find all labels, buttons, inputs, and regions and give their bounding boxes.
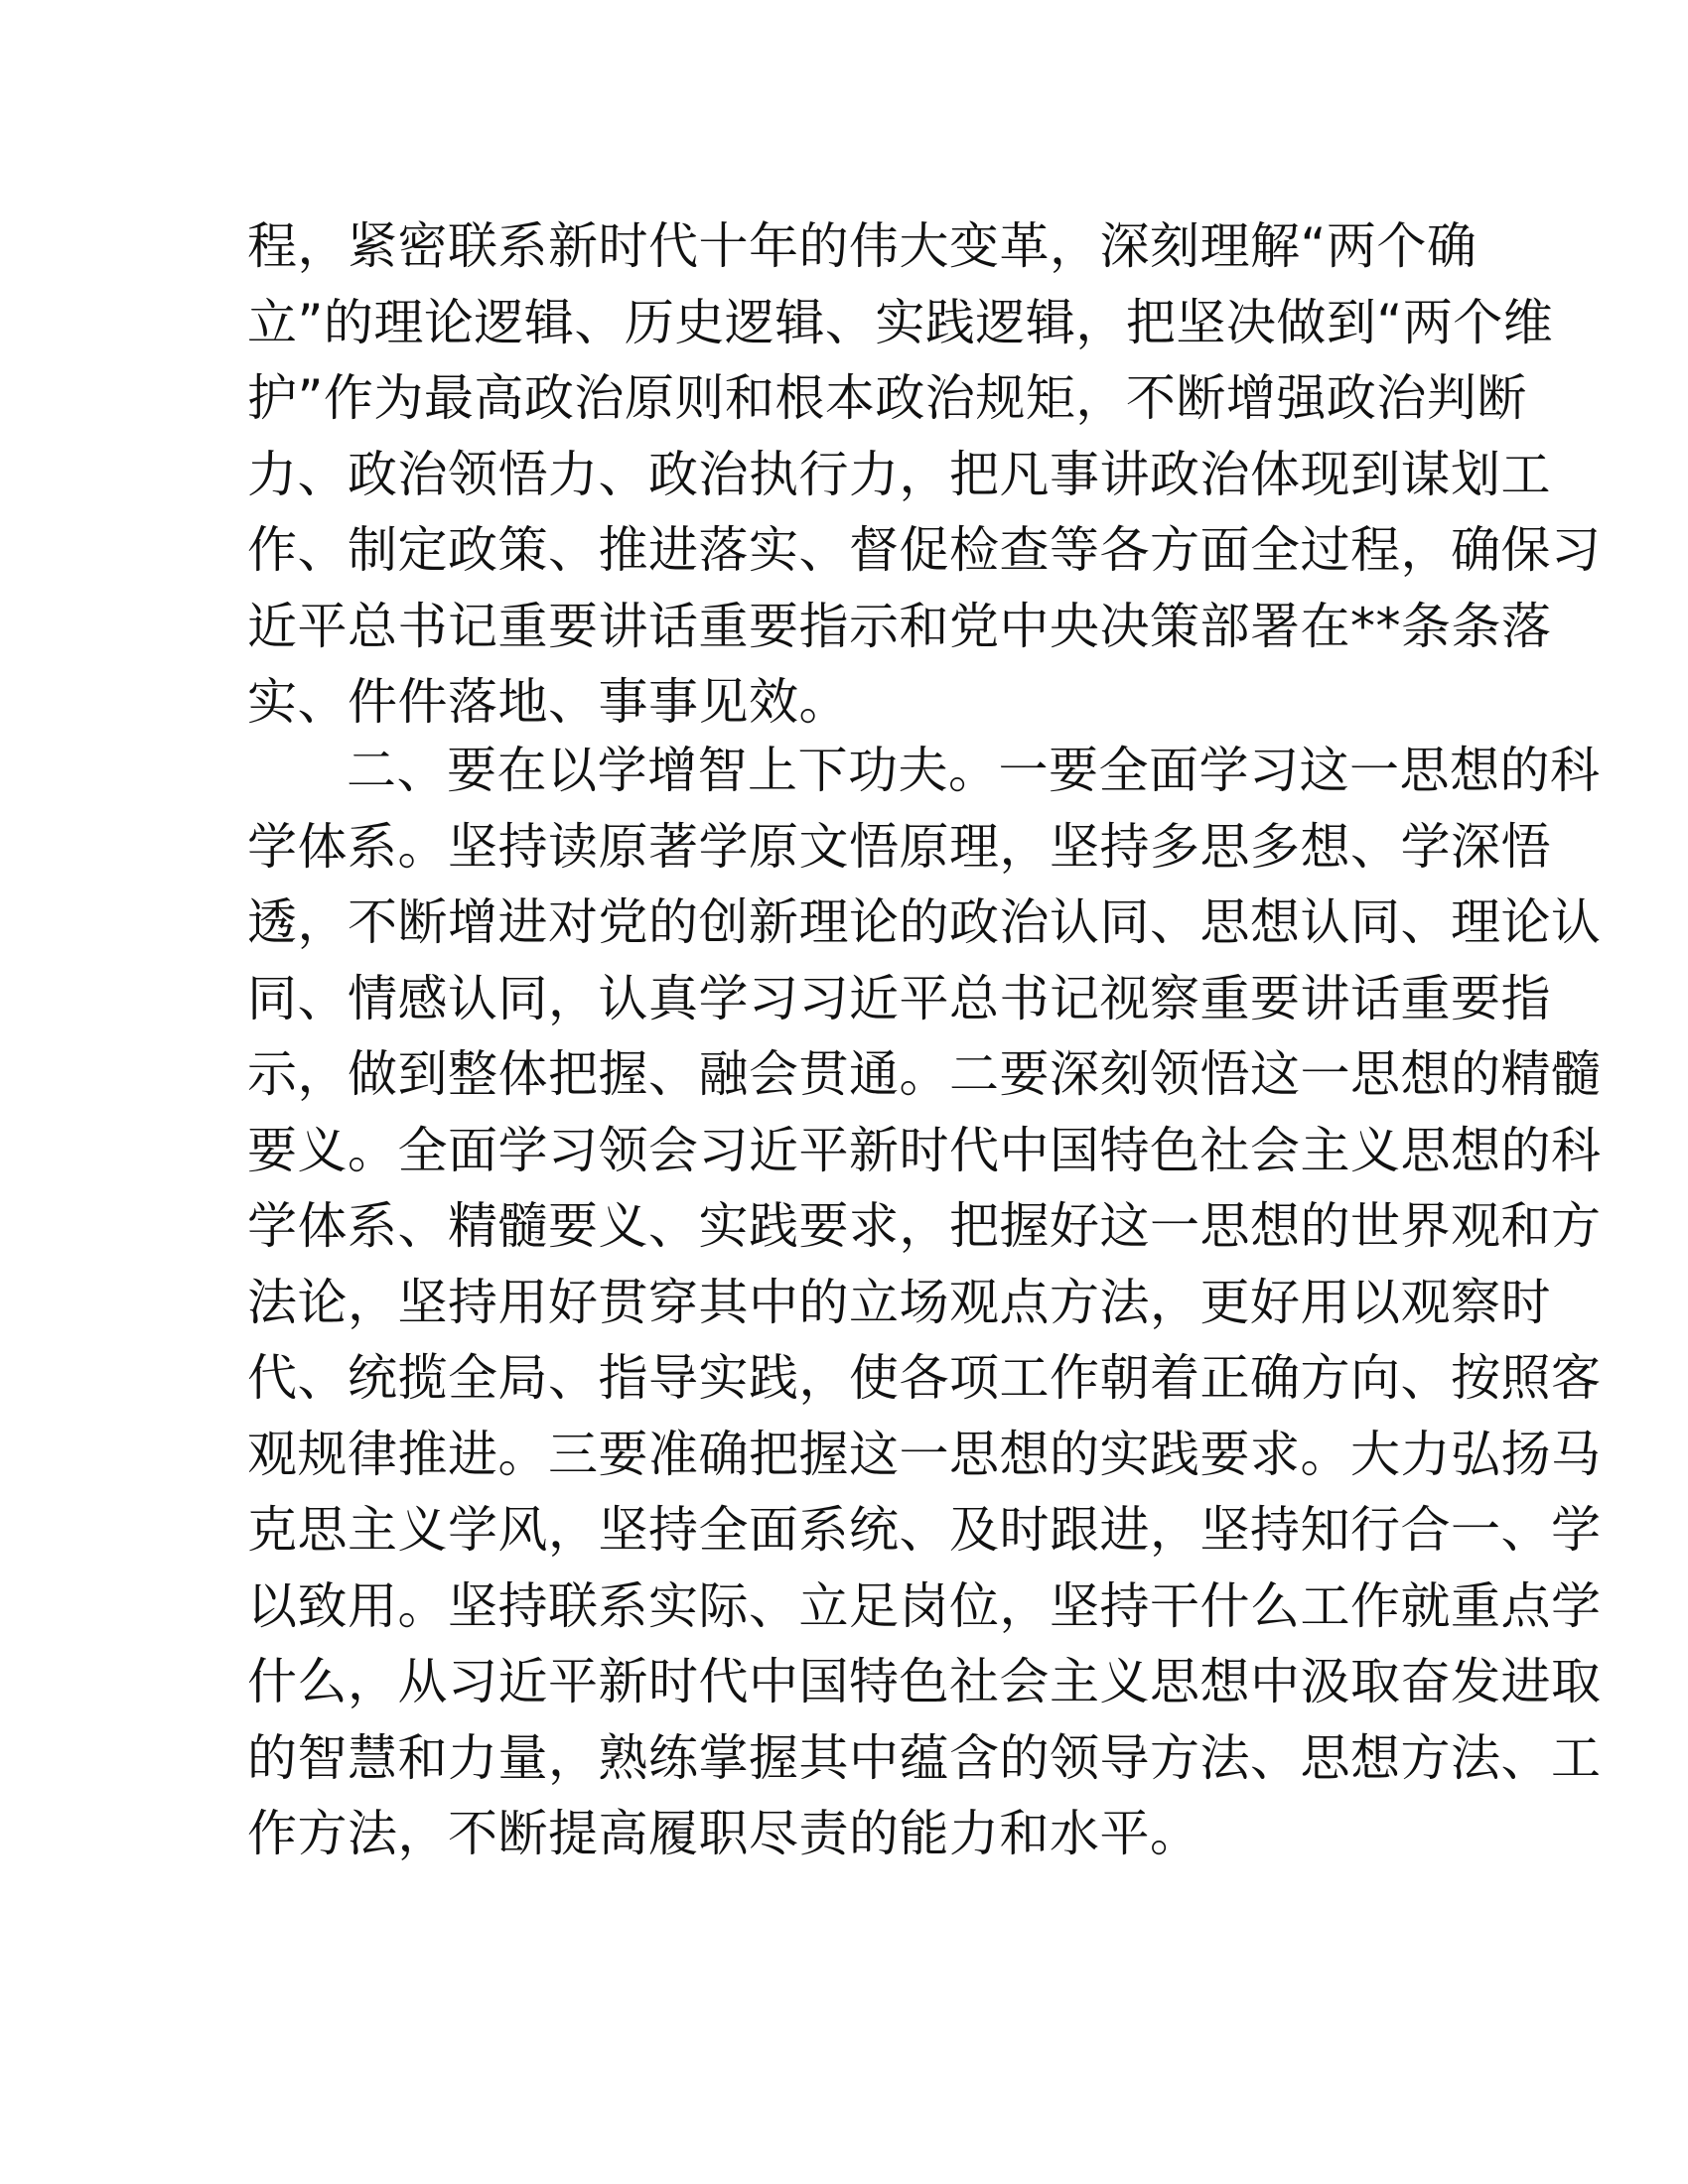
paragraph-line: 同、情感认同，认真学习习近平总书记视察重要讲话重要指 [247, 969, 1551, 1027]
paragraph-line: 克思主义学风，坚持全面系统、及时跟进，坚持知行合一、学 [247, 1501, 1602, 1559]
paragraph-line: 的智慧和力量，熟练掌握其中蕴含的领导方法、思想方法、工 [247, 1728, 1602, 1787]
paragraph-line: 以致用。坚持联系实际、立足岗位，坚持干什么工作就重点学 [247, 1576, 1602, 1635]
paragraph-line: 程，紧密联系新时代十年的伟大变革，深刻理解“两个确 [247, 217, 1477, 275]
paragraph-line: 作方法，不断提高履职尽责的能力和水平。 [247, 1805, 1200, 1862]
paragraph-line: 透，不断增进对党的创新理论的政治认同、思想认同、理论认 [247, 893, 1602, 951]
paragraph-line: 实、件件落地、事事见效。 [247, 673, 849, 731]
paragraph-line: 学体系。坚持读原著学原文悟原理，坚持多思多想、学深悟 [247, 817, 1551, 876]
paragraph-1 [247, 208, 1602, 741]
paragraph-line: 代、统揽全局、指导实践，使各项工作朝着正确方向、按照客 [247, 1349, 1602, 1407]
paragraph-line: 学体系、精髓要义、实践要求，把握好这一思想的世界观和方 [247, 1197, 1602, 1255]
paragraph-line: 示，做到整体把握、融会贯通。二要深刻领悟这一思想的精髓 [247, 1045, 1602, 1103]
paragraph-line: 什么，从习近平新时代中国特色社会主义思想中汲取奋发进取 [247, 1653, 1602, 1710]
paragraph-line: 观规律推进。三要准确把握这一思想的实践要求。大力弘扬马 [247, 1425, 1602, 1483]
paragraph-line: 近平总书记重要讲话重要指示和党中央决策部署在**条条落 [247, 597, 1552, 655]
paragraph-line: 护”作为最高政治原则和根本政治规矩，不断增强政治判断 [247, 369, 1527, 427]
paragraph-line: 法论，坚持用好贯穿其中的立场观点方法，更好用以观察时 [247, 1273, 1551, 1331]
paragraph-line: 要义。全面学习领会习近平新时代中国特色社会主义思想的科 [247, 1121, 1602, 1179]
paragraph-line: 作、制定政策、推进落实、督促检查等各方面全过程，确保习 [247, 521, 1602, 579]
paragraph-line: 二、要在以学增智上下功夫。一要全面学习这一思想的科 [347, 742, 1601, 799]
paragraph-line: 力、政治领悟力、政治执行力，把凡事讲政治体现到谋划工 [247, 445, 1551, 503]
paragraph-2 [247, 733, 1602, 1872]
paragraph-line: 立”的理论逻辑、历史逻辑、实践逻辑，把坚决做到“两个维 [247, 293, 1554, 351]
